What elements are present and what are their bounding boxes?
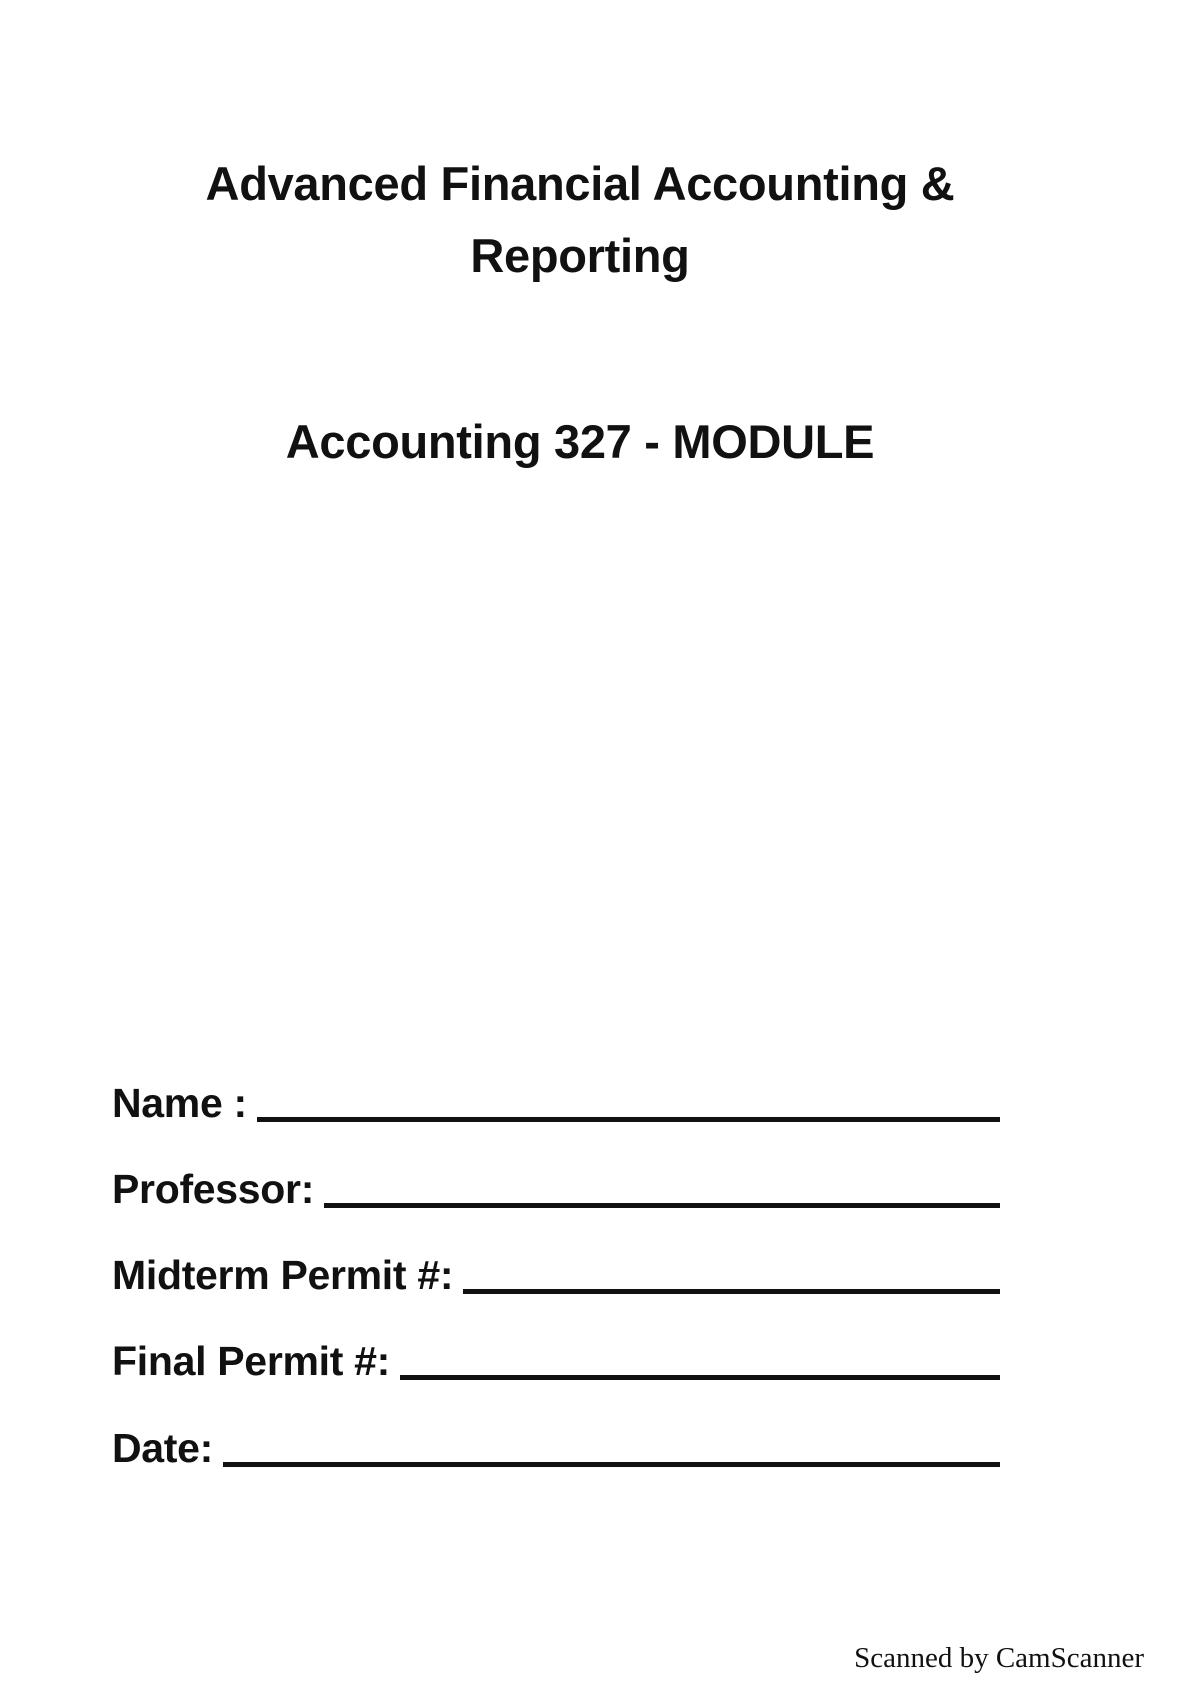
professor-field[interactable]: [112, 1163, 1000, 1215]
date-blank-line[interactable]: [223, 1462, 1000, 1467]
document-title-line-2: Reporting: [470, 229, 690, 282]
name-blank-line[interactable]: [257, 1117, 1000, 1122]
name-field[interactable]: [112, 1077, 1000, 1129]
course-subtitle: Accounting 327 - MODULE: [285, 415, 875, 468]
document-title-line-1: Advanced Financial Accounting &: [205, 157, 955, 210]
midterm-permit-label: Midterm Permit #:: [112, 1252, 454, 1298]
date-field[interactable]: [112, 1422, 1000, 1474]
camscanner-watermark: Scanned by CamScanner: [854, 1642, 1144, 1674]
professor-blank-line[interactable]: [324, 1203, 1000, 1208]
midterm-permit-field[interactable]: [112, 1249, 1000, 1301]
final-permit-blank-line[interactable]: [400, 1375, 1000, 1380]
final-permit-label: Final Permit #:: [112, 1338, 391, 1384]
name-label: Name :: [112, 1080, 247, 1126]
date-label: Date:: [112, 1425, 214, 1471]
professor-label: Professor:: [112, 1166, 315, 1212]
final-permit-field[interactable]: [112, 1335, 1000, 1387]
midterm-permit-blank-line[interactable]: [463, 1289, 1000, 1294]
